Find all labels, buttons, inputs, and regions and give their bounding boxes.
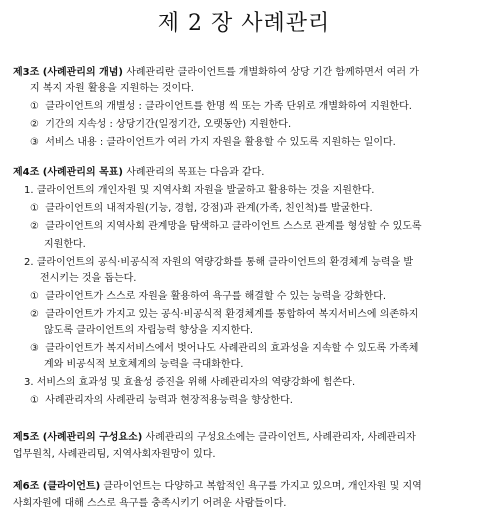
article-3-line-2: 지 복지 자원 활용을 지원하는 것이다. <box>30 83 194 94</box>
goal-2-line-1: 2. 클라이언트의 공식·비공식적 자원의 역량강화를 통해 클라이언트의 환경체계 능력을 발 <box>24 257 414 268</box>
circled-number: ① <box>30 291 39 302</box>
article-4-body: 사례관리의 목표는 다음과 같다. <box>123 167 265 178</box>
goal-1-item-continuation: 지원한다. <box>44 239 86 250</box>
article-3-line-1 <box>13 66 419 80</box>
article-3-item <box>30 118 291 132</box>
article-6-body: 클라이언트는 다양하고 복합적인 욕구를 가지고 있으며, 개인자원 및 지역 <box>100 481 422 492</box>
chapter-title: 제 2 장 사례관리 <box>157 11 331 36</box>
circled-number: ① <box>30 101 39 112</box>
item-text: 사례관리자의 사례관리 능력과 현장적용능력을 향상한다. <box>45 395 293 406</box>
circled-number: ② <box>30 221 39 232</box>
goal-3: 3. 서비스의 효과성 및 효율성 증진을 위해 사례관리자의 역량강화에 힘쓴다. <box>24 377 356 388</box>
article-5-line-2: 업무원칙, 사례관리팀, 지역사회자원망이 있다. <box>13 449 216 460</box>
item-text: 클라이언트의 지역사회 관계망을 탐색하고 클라이언트 스스로 관계를 형성할 수 있도록 <box>45 221 422 232</box>
article-4-heading: 제4조 (사례관리의 목표) <box>13 167 124 178</box>
goal-1-item <box>30 220 422 234</box>
article-4-line-1 <box>13 166 265 180</box>
circled-number: ① <box>30 203 39 214</box>
article-5-body: 사례관리의 구성요소에는 클라이언트, 사례관리자, 사례관리자 <box>142 432 416 443</box>
goal-1: 1. 클라이언트의 개인자원 및 지역사회 자원을 발굴하고 활용하는 것을 지원한다. <box>24 185 375 196</box>
circled-number: ③ <box>30 343 39 354</box>
goal-2-item <box>30 308 418 322</box>
item-text: 클라이언트의 개별성 : 클라이언트를 한명 씩 또는 가족 단위로 개별화하여 지원한다. <box>45 101 412 112</box>
article-3-item <box>30 100 412 114</box>
circled-number: ③ <box>30 137 39 148</box>
goal-3-item <box>30 394 293 408</box>
item-text: 클라이언트가 스스로 자원을 활용하여 욕구를 해결할 수 있는 능력을 강화한다. <box>45 291 387 302</box>
circled-number: ② <box>30 309 39 320</box>
item-text: 클라이언트의 내적자원(기능, 경험, 강점)과 관계(가족, 친인척)를 발굴한다. <box>45 203 373 214</box>
circled-number: ② <box>30 119 39 130</box>
article-5-heading: 제5조 (사례관리의 구성요소) <box>13 432 143 443</box>
article-6-line-1 <box>13 480 422 494</box>
item-text: 서비스 내용 : 클라이언트가 여러 가지 자원을 활용할 수 있도록 지원하는 일이다. <box>45 137 396 148</box>
item-text: 기간의 지속성 : 상당기간(일정기간, 오랫동안) 지원한다. <box>45 119 292 130</box>
article-6-heading: 제6조 (클라이언트) <box>13 481 101 492</box>
goal-2-line-2: 전시키는 것을 돕는다. <box>40 273 137 284</box>
article-3-body: 사례관리란 클라이언트를 개별화하여 상당 기간 함께하면서 여러 가 <box>123 67 419 78</box>
goal-2-item <box>30 290 386 304</box>
item-text: 클라이언트가 복지서비스에서 벗어나도 사례관리의 효과성을 지속할 수 있도록 가족체 <box>45 343 419 354</box>
item-text: 클라이언트가 가지고 있는 공식·비공식적 환경체계를 통합하여 복지서비스에 의존하지 <box>45 309 419 320</box>
circled-number: ① <box>30 395 39 406</box>
goal-2-item-continuation: 계와 비공식적 보호체계의 능력을 극대화한다. <box>44 359 244 370</box>
article-5-line-1 <box>13 431 416 445</box>
goal-2-item-continuation: 않도록 클라이언트의 자립능력 향상을 지지한다. <box>44 325 254 336</box>
goal-1-item <box>30 202 373 216</box>
goal-2-item <box>30 342 418 356</box>
article-6-line-2: 사회자원에 대해 스스로 욕구를 충족시키기 어려운 사람들이다. <box>13 498 287 509</box>
article-3-item <box>30 136 396 150</box>
article-3-heading: 제3조 (사례관리의 개념) <box>13 67 124 78</box>
